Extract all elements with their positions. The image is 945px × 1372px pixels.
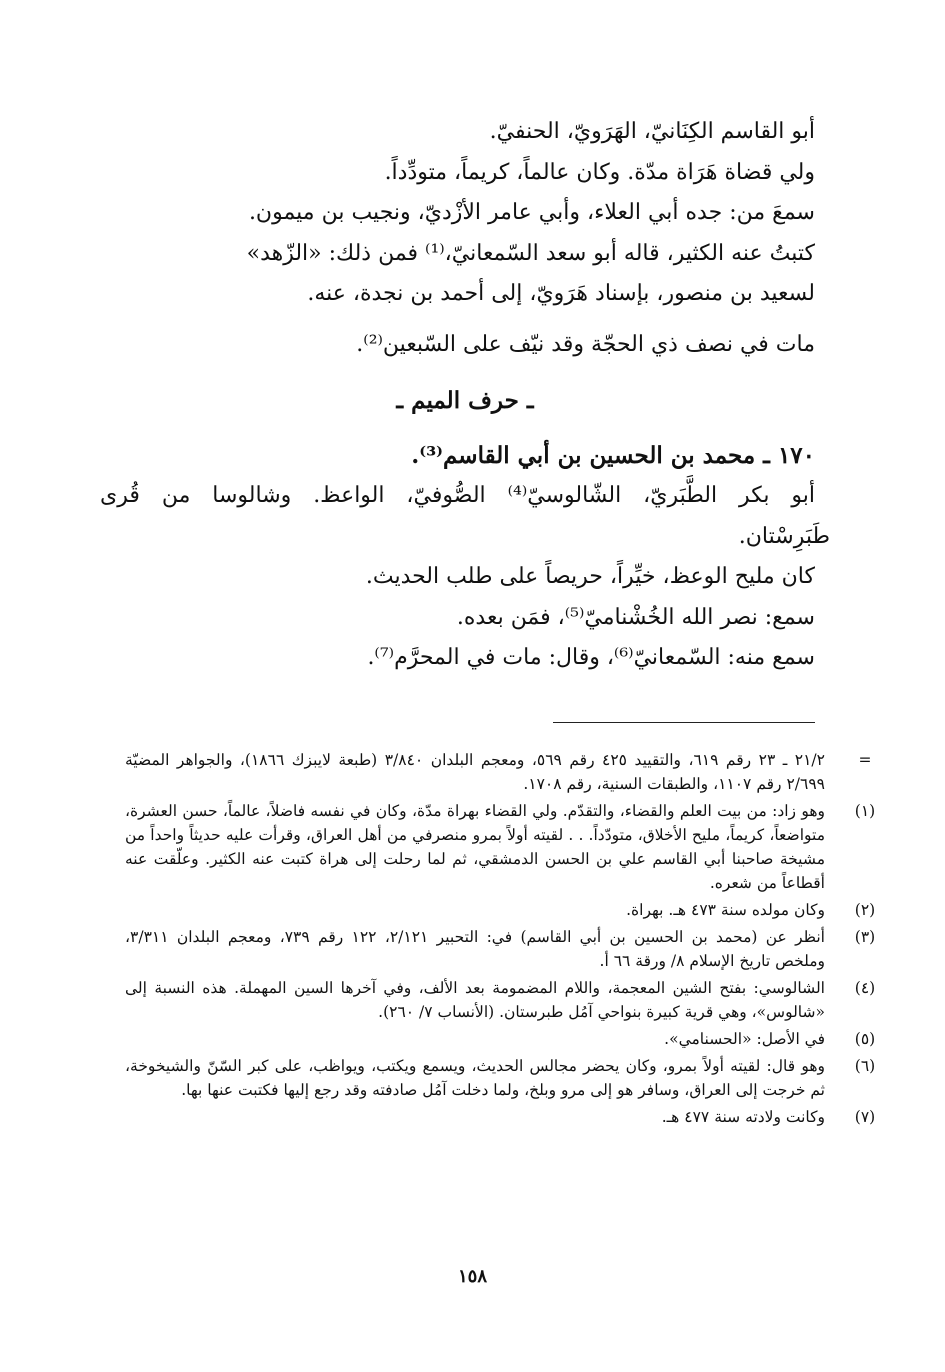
spacer <box>115 315 815 325</box>
footnote-text: الشالوسي: بفتح الشين المعجمة، واللام المضمومة بعد الألف، وفي آخرها السين المهملة. هذه النسبة إلى «شالوس»، وهي قرية كبيرة بنواحي آمُل طبرستان. (الأنساب ٧/ ٢٦٠). <box>125 979 825 1021</box>
footnotes <box>125 748 876 1132</box>
section-heading: ـ حرف الميم ـ <box>396 387 534 414</box>
footnote-text: ٢١/٢ ـ ٢٣ رقم ٦١٩، والتقييد ٤٢٥ رقم ٥٦٩، ومعجم البلدان ٣/٨٤٠ (طبعة لايبزك ١٨٦٦)، والجواهر المضيّة ٢/٦٩٩ رقم ١١٠٧، والطبقات السنية، رقم ١٧٠٨. <box>125 751 825 793</box>
text-line: لسعيد بن منصور، بإسناد هَرَويّ، إلى أحمد بن نجدة، عنه. <box>307 281 815 306</box>
footnote-number: (٤) <box>854 979 876 997</box>
main-text <box>100 112 830 679</box>
footnote-number: (٧) <box>854 1108 876 1126</box>
footnote-text: أنظر عن (محمد بن الحسين بن أبي القاسم) في: التحبير ٢/١٢١، ١٢٢ رقم ٧٣٩، ومعجم البلدان ٣/٣١١، وملخص تاريخ الإسلام ٨/ ورقة ٦٦ أ. <box>125 928 825 970</box>
footnote-number: (٦) <box>854 1057 876 1075</box>
footnote-text: في الأصل: «الحسنامي». <box>664 1030 825 1048</box>
footnote-text: وكان مولده سنة ٤٧٣ هـ. بهراة. <box>626 901 825 919</box>
footnote-number: (٣) <box>854 928 876 946</box>
text-line: كان مليح الوعظ، خيِّراً، حريصاً على طلب الحديث. <box>365 564 815 589</box>
footnote <box>125 1027 876 1051</box>
footnote <box>125 748 872 796</box>
footnote-number: = <box>858 751 872 769</box>
footnote-divider <box>553 722 815 723</box>
footnote-text: وكانت ولادته سنة ٤٧٧ هـ. <box>661 1108 825 1126</box>
text-line: سمع منه: السّمعانيّ⁽⁶⁾، وقال: مات في المحرَّم⁽⁷⁾. <box>367 645 815 670</box>
text-line: طَبَرِسْتان. <box>738 523 830 549</box>
footnote <box>125 799 876 895</box>
footnote <box>125 1054 876 1102</box>
text-line: سمع: نصر الله الخُشْناميّ⁽⁵⁾، فمَن بعده. <box>456 604 815 630</box>
entry-title: ١٧٠ ـ محمد بن الحسين بن أبي القاسم⁽³⁾. <box>411 441 815 469</box>
footnote-number: (١) <box>854 802 876 820</box>
footnote-text: وهو زاد: من بيت العلم والقضاء، والتقدّم. ولي القضاء بهراة مدّة، وكان في نفسه فاضلاً، عالماً، حسن العشرة، متواضعاً، كريماً، مليح الأخلاق، متودّداً. . . لقيته أولاً بمرو منصرفي من أهل العراق، وقرأت عليه حديثاً واحداً من مشيخة صاحبنا أبي القاسم علي بن الحسن الدمشقي، ثم لما رحلت إلى هراة كتبت عنه الكثير. وعلّقت عنه أقطاعاً من شعره. <box>125 802 825 892</box>
footnote <box>125 1105 876 1129</box>
footnote <box>125 898 876 922</box>
spacer <box>115 365 815 375</box>
spacer <box>115 426 815 436</box>
text-line: سمعَ من: جده أبي العلاء، وأبي عامر الأزْديّ، ونجيب بن ميمون. <box>248 200 815 225</box>
footnote-text: وهو قال: لقيته أولاً بمرو، وكان يحضر مجالس الحديث، ويسمع ويكتب، ويواظب، على كبر السّنّ والشيخوخة، ثم خرجت إلى العراق، وسافر هو إلى مرو وبلخ، ولما دخلت آمُل صادفته وقد رجع إليها فكتبت عنها بها. <box>125 1057 825 1099</box>
text-line: ولي قضاة هَرَاة مدّة. وكان عالماً، كريماً، متودِّداً. <box>384 159 815 185</box>
text-line: مات في نصف ذي الحجّة وقد نيّف على السّبعين⁽²⁾. <box>356 331 815 357</box>
footnote-number: (٢) <box>854 901 876 919</box>
text-line: كتبتُ عنه الكثير، قاله أبو سعد السّمعانيّ،⁽¹⁾ فمن ذلك: «الزّهد» <box>246 240 815 266</box>
page-number: ١٥٨ <box>457 1266 487 1287</box>
footnote-number: (٥) <box>854 1030 876 1048</box>
footnote <box>125 925 876 973</box>
footnote <box>125 976 876 1024</box>
text-line: أبو القاسم الكِنَانيّ، الهَرَويّ، الحنفيّ. <box>489 119 815 144</box>
text-line: أبو بكر الطَّبَريّ، الشّالوسيّ⁽⁴⁾ الصُّوفيّ، الواعظ. وشالوسا من قُرى <box>100 483 816 508</box>
